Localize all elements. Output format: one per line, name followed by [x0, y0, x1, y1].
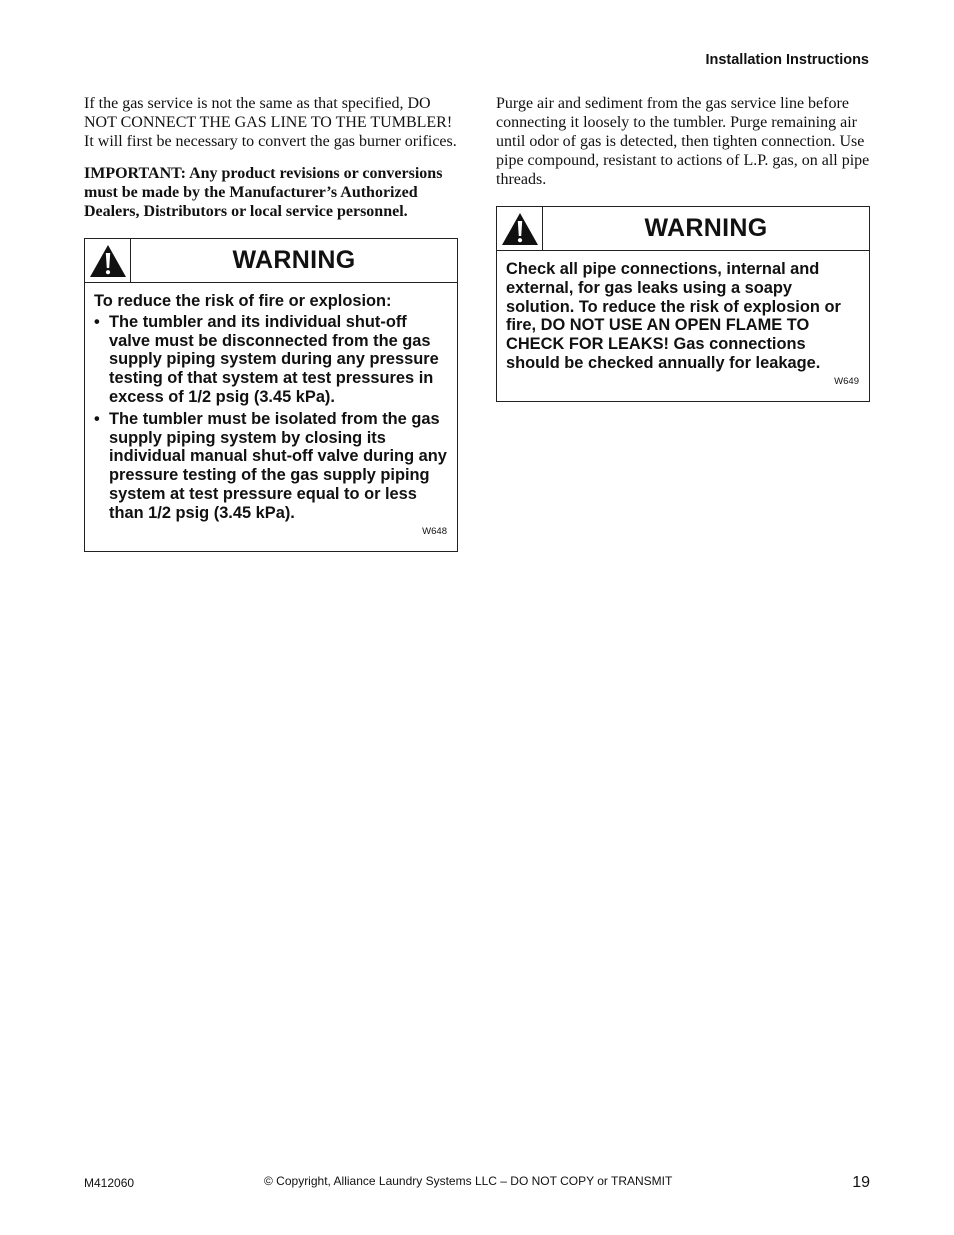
warning-box-w649 — [496, 206, 870, 402]
warning-icon-cell — [85, 239, 131, 282]
page-header-section: Installation Instructions — [705, 52, 869, 68]
warning-title: WARNING — [644, 214, 768, 242]
warning-code: W648 — [422, 525, 447, 537]
warning-header — [85, 239, 457, 283]
copyright-notice: © Copyright, Alliance Laundry Systems LLC – DO NOT COPY or TRANSMIT — [264, 1174, 673, 1188]
warning-bullet-list — [94, 313, 447, 523]
warning-text: Check all pipe connections, internal and external, for gas leaks using a soapy solution. To reduce the risk of explosion or fire, DO NOT USE AN OPEN FLAME TO CHECK FOR LEAKS! Gas connections should be checked annually for leakage. — [506, 260, 841, 372]
purge-air-paragraph: Purge air and sediment from the gas service line before connecting it loosely to the tumbler. Purge remaining air until odor of gas is detected, then tighten connection. Use pipe compound, resistant to actions of L.P. gas, on all pipe threads. — [496, 95, 870, 188]
right-column — [496, 94, 870, 402]
warning-triangle-icon — [89, 244, 127, 278]
warning-body — [85, 283, 457, 551]
important-paragraph: IMPORTANT: Any product revisions or conversions must be made by the Manufacturer’s Authorized Dealers, Distributors or local service personnel. — [84, 165, 443, 220]
gas-service-paragraph: If the gas service is not the same as that specified, DO NOT CONNECT THE GAS LINE TO THE TUMBLER! It will first be necessary to convert the gas burner orifices. — [84, 95, 457, 150]
warning-bullet: • The tumbler must be isolated from the gas supply piping system by closing its individual manual shut-off valve during any pressure testing of the gas supply piping system at test pressure equal to or less than 1/2 psig (3.45 kPa). — [94, 410, 447, 523]
warning-box-w648 — [84, 238, 458, 552]
page-number: 19 — [852, 1174, 870, 1191]
warning-title: WARNING — [232, 246, 356, 274]
warning-header — [497, 207, 869, 251]
warning-body — [497, 251, 869, 401]
page-footer — [84, 1174, 870, 1194]
left-column — [84, 94, 458, 552]
warning-code: W649 — [834, 375, 859, 387]
warning-bullet: • The tumbler and its individual shut-off valve must be disconnected from the gas supply piping system during any pressure testing of that system at test pressures in excess of 1/2 psig (3.45 kPa). — [94, 313, 447, 407]
warning-triangle-icon — [501, 212, 539, 246]
warning-intro: To reduce the risk of fire or explosion: — [94, 292, 392, 310]
warning-icon-cell — [497, 207, 543, 250]
document-number: M412060 — [84, 1176, 135, 1190]
